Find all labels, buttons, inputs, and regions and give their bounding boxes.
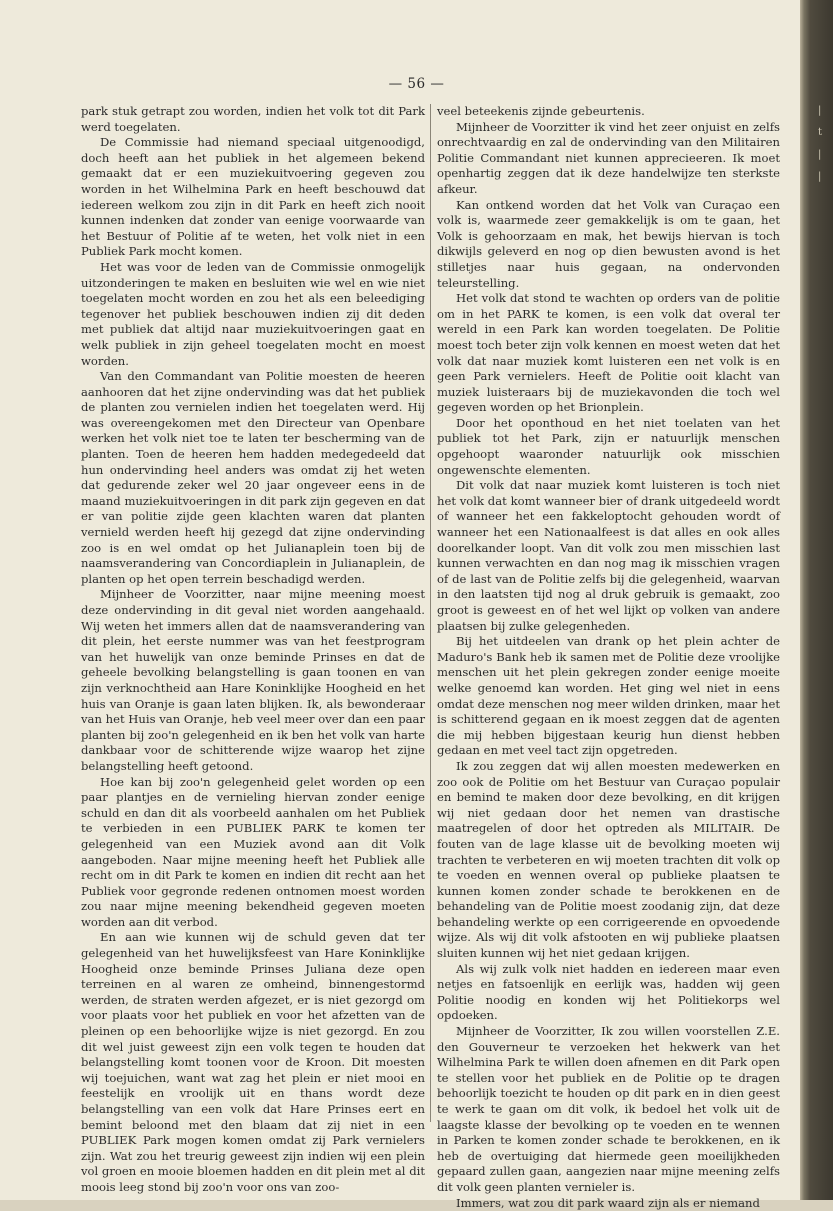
paragraph: En aan wie kunnen wij de schuld geven dat ter gelegenheid van het huwelijksfeest van Hare Koninklijke Hoogheid onze beminde Prinses Juliana deze open terreinen en al waren ze omheind, binnengestormd werden, de straten werden afgezet, er is niet gezorgd om voor plaats voor het publiek en voor het afzetten van de pleinen op een behoorlijke wijze is niet gezorgd. En zou dit wel juist geweest zijn een volk tegen te houden dat belangstelling komt toonen voor de Kroon. Dit moesten wij toejuichen, want wat zag het plein er niet mooi en feestelijk en vroolijk uit en thans wordt deze belangstelling van een volk dat Hare Prinses eert en bemint beloond met den blaam dat zij niet in een PUBLIEK Park mogen komen omdat zij Park vernielers zijn. Wat zou het treurig geweest zijn indien wij een plein vol groen en mooie bloemen hadden en dit plein met al dit moois leeg stond bij zoo'n voor ons van zoo-	[81, 930, 425, 1194]
paragraph: Bij het uitdeelen van drank op het plein achter de Maduro's Bank heb ik samen met de Politie deze vroolijke menschen uit het plein gekregen zonder eenige moeite welke genoemd kan worden. Het ging wel niet in eens omdat deze menschen nog meer wilden drinken, maar het is schitterend gegaan en ik moest zeggen dat de agenten die mij hebben bijgestaan keurig hun dienst hebben gedaan en met veel tact zijn opgetreden.	[437, 634, 781, 758]
paragraph: park stuk getrapt zou worden, indien het volk tot dit Park werd toegelaten.	[81, 104, 425, 134]
paragraph: Ik zou zeggen dat wij allen moesten medewerken en zoo ook de Politie om het Bestuur van Curaçao populair en bemind te maken door deze bevolking, en dit krijgen wij niet gedaan door het nemen van drastische maatregelen of door het optreden als MILITAIR. De fouten van de lage klasse uit de bevolking moeten wij trachten te verbeteren en wij moeten trachten dit volk op te voeden en wennen overal op publieke plaatsen te kunnen komen zonder schade te berokkenen en de behandeling van de Politie moest zoodanig zijn, dat deze behandeling werkte op een corrigeerende en opvoedende wijze. Als wij dit volk afstooten en wij publieke plaatsen sluiten kunnen wij het niet gedaan krijgen.	[437, 758, 780, 961]
paragraph: De Commissie had niemand speciaal uitgenoodigd, doch heeft aan het publiek in het algemeen bekend gemaakt dat er een muziekuitvoering gegeven zou worden in het Wilhelmina Park en heeft beschouwd dat iedereen welkom zou zijn in dit Park en heeft zich nooit kunnen indenken dat zonder van eenige voorwaarde van het Bestuur of Politie af te weten, het volk niet in een Publiek Park mocht komen.	[81, 135, 425, 259]
paragraph: Immers, wat zou dit park waard zijn als er niemand	[456, 1195, 760, 1210]
paragraph: Mijnheer de Voorzitter, naar mijne meening moest deze ondervinding in dit geval niet worden aangehaald. Wij weten het immers allen dat de naamsverandering van dit plein, het eerste nummer was van het feestprogram van het huwelijk van onze beminde Prinses en dat de geheele bevolking belangstelling is gaan toonen en van zijn verknochtheid aan Hare Koninklijke Hoogheid en het huis van Oranje is gaan laten blijken. Ik, als bewonderaar van het Huis van Oranje, heb veel meer over dan een paar planten bij zoo'n gelegenheid en ik ben het volk van harte dankbaar voor de schitterende wijze waarop het zijne belangstelling heeft getoond.	[81, 587, 425, 773]
paragraph: Mijnheer de Voorzitter, Ik zou willen voorstellen Z.E. den Gouverneur te verzoeken het hekwerk van het Wilhelmina Park te willen doen afnemen en dit Park open te stellen voor het publiek en de Politie op te dragen behoorlijk toezicht te houden op dit park en in dien geest te werk te gaan om dit volk, ik bedoel het volk uit de laagste klasse der bevolking op te voeden en te wennen in Parken te komen zonder schade te berokkenen, en ik heb de overtuiging dat hiermede geen moeilijkheden gepaard zullen gaan, aangezien naar mijne meening zelfs dit volk geen planten vernieler is.	[437, 1024, 780, 1194]
right-column	[437, 104, 780, 1211]
paragraph: veel beteekenis zijnde gebeurtenis.	[437, 104, 645, 118]
paragraph: Door het oponthoud en het niet toelaten van het publiek tot het Park, zijn er natuurlijk menschen opgehoopt waaronder natuurlijk ook misschien ongewenschte elementen.	[437, 415, 780, 477]
page-number: — 56 —	[388, 76, 445, 92]
left-column	[81, 104, 425, 1196]
paragraph: Het was voor de leden van de Commissie onmogelijk uitzonderingen te maken en besluiten wie wel en wie niet toegelaten mocht worden en zou het als een beleediging tegenover het publiek beschouwen indien zij dit deden met publiek dat altijd naar muziekuitvoeringen gaat en welk publiek in zijn geheel toegelaten mocht en moest worden.	[81, 259, 425, 368]
paragraph: Hoe kan bij zoo'n gelegenheid gelet worden op een paar plantjes en de vernieling hiervan zonder eenige schuld en dan dit als voorbeeld aanhalen om het Publiek te verbieden in een PUBLIEK PARK te komen ter gelegenheid van een Muziek avond aan dit Volk aangeboden. Naar mijne meening heeft het Publiek alle recht om in dit Park te komen en indien dit recht aan het Publiek voor gegronde redenen ontnomen moest worden zou naar mijne meening bekendheid gegeven moeten worden aan dit verbod.	[81, 774, 425, 929]
paragraph: Dit volk dat naar muziek komt luisteren is toch niet het volk dat komt wanneer bier of drank uitgedeeld wordt of wanneer het een fakkeloptocht gehouden wordt of wanneer het een Nationaalfeest is dat alles en ook alles doorelkander loopt. Van dit volk zou men misschien last kunnen verwachten en dan nog mag ik misschien vragen of de last van de Politie zelfs bij die gelegenheid, waarvan in den laatsten tijd nog al druk gebruik is gemaakt, zoo groot is geweest en of het wel lijkt op volken van andere plaatsen bij zulke gelegenheden.	[437, 478, 780, 633]
paragraph: Mijnheer de Voorzitter ik vind het zeer onjuist en zelfs onrechtvaardig en zal de ondervinding van den Militairen Politie Commandant niet kunnen apprecieeren. Ik moet openhartig zeggen dat ik deze handelwijze ten sterkste afkeur.	[437, 119, 780, 196]
adjacent-page-marks: | t | |	[818, 105, 823, 182]
column-divider	[430, 104, 431, 1122]
paragraph: Van den Commandant van Politie moesten de heeren aanhooren dat het zijne ondervinding was dat het publiek de planten zou vernielen indien het toegelaten werd. Hij was overeengekomen met den Directeur van Openbare werken het volk niet toe te laten ter bescherming van de planten. Toen de heeren hem hadden medegedeeld dat hun ondervinding heel anders was omdat zij het weten dat gedurende zeker wel 20 jaar ongeveer eens in de maand muziekuitvoeringen in dit park zijn gegeven en dat er van politie zijde geen klachten waren dat planten vernield werden heeft hij gezegd dat zijne ondervinding zoo is en wel omdat op het Julianaplein toen bij de naamsverandering van Concordiaplein in Julianaplein, de planten op het open terrein beschadigd werden.	[81, 369, 425, 586]
paragraph: Als wij zulk volk niet hadden en iedereen maar even netjes en fatsoenlijk en eerlijk was, hadden wij geen Politie noodig en konden wij het Politiekorps wel opdoeken.	[437, 961, 780, 1023]
paragraph: Het volk dat stond te wachten op orders van de politie om in het PARK te komen, is een volk dat overal ter wereld in een Park kan worden toegelaten. De Politie moest toch beter zijn volk kennen en moest weten dat het volk dat naar muziek komt luisteren een net volk is en geen Park vernielers. Heeft de Politie ooit klacht van muziek luisteraars bij de muziekavonden die toch wel gegeven worden op het Brionplein.	[437, 291, 780, 415]
paragraph: Kan ontkend worden dat het Volk van Curaçao een volk is, waarmede zeer gemakkelijk is om te gaan, het Volk is gehoorzaam en mak, het bewijs hiervan is toch dikwijls geleverd en nog op dien bewusten avond is het stilletjes naar huis gegaan, na ondervonden teleurstelling.	[437, 197, 780, 290]
